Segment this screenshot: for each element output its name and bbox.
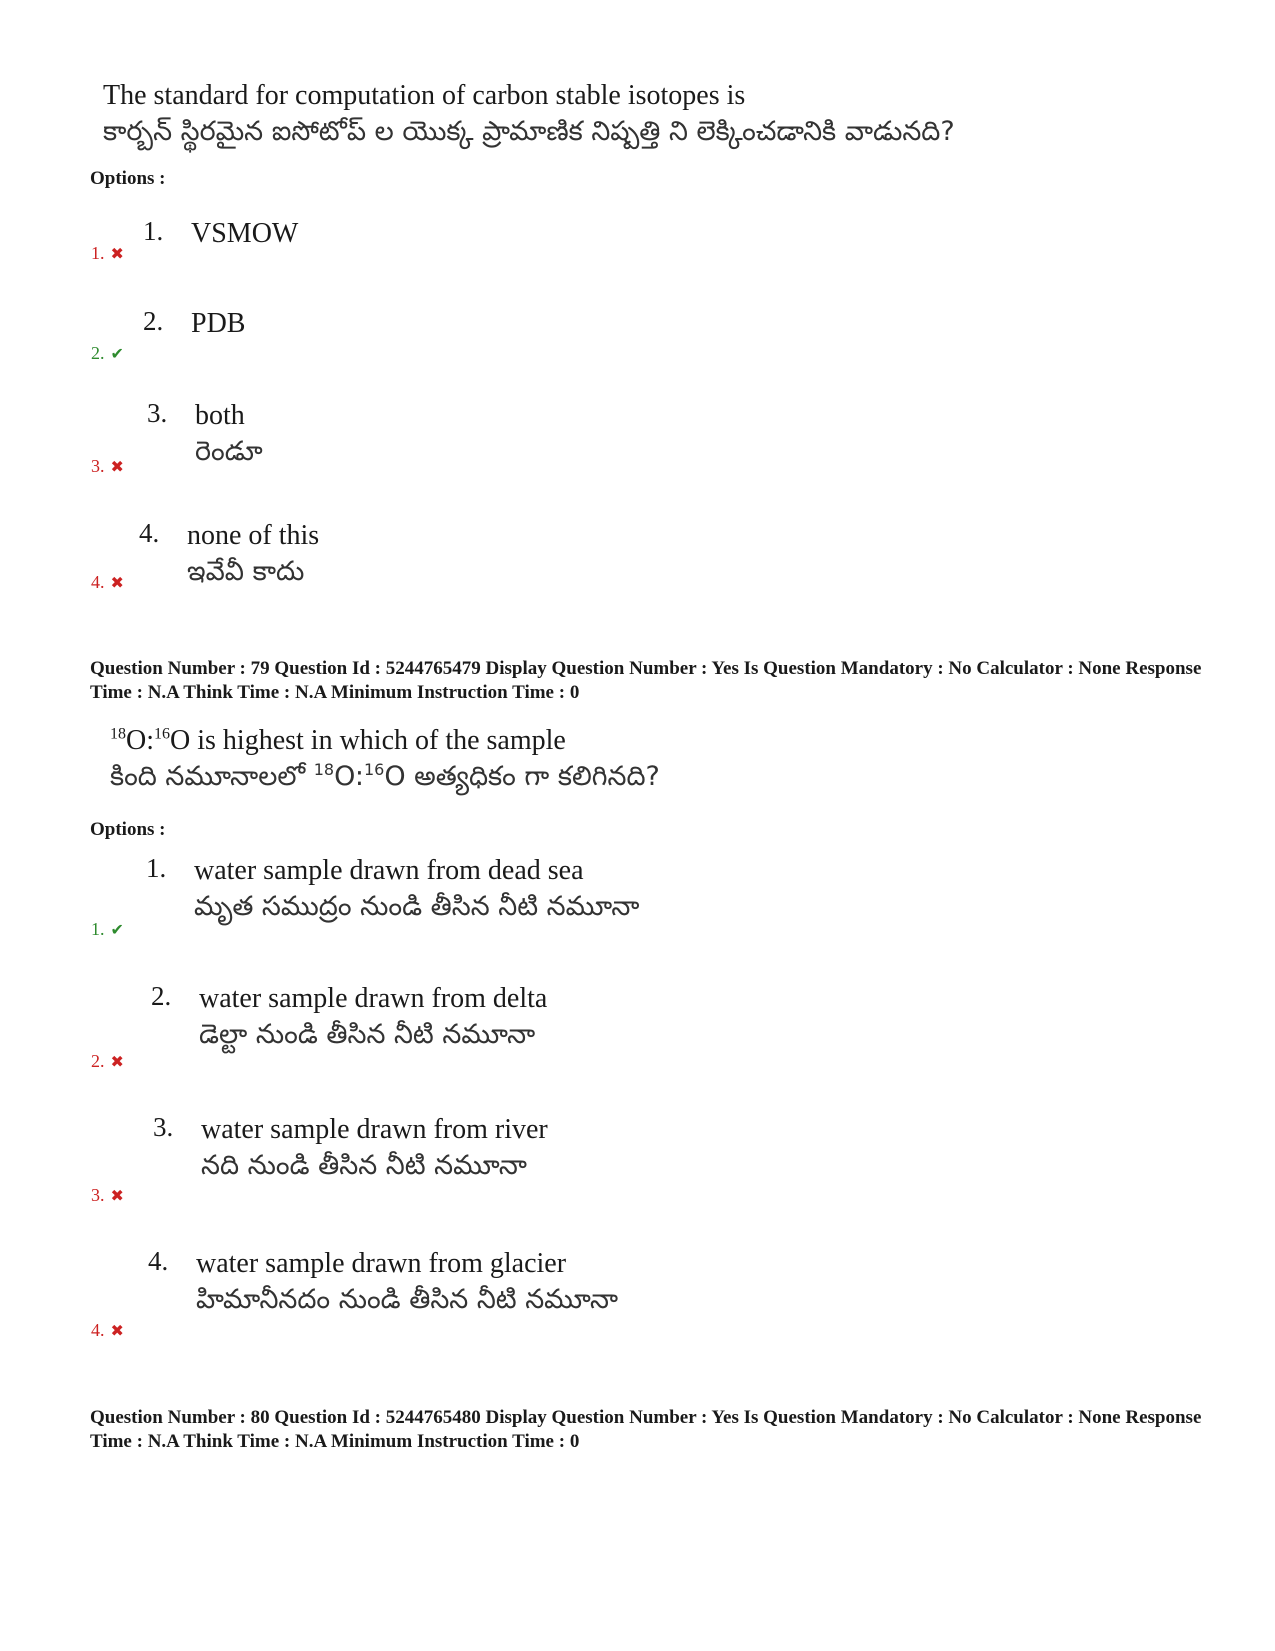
q78-question-text: [103, 78, 955, 150]
option-text-te: నది నుండి తీసిన నీటి నమూనా: [201, 1150, 527, 1181]
option-text-en: PDB: [191, 308, 246, 339]
option-number: 3.: [147, 398, 168, 428]
cross-icon: ✖: [110, 1054, 124, 1071]
option-number: 3.: [153, 1112, 174, 1142]
q78-option-3-marker: [91, 456, 124, 477]
option-text-te: మృత సముద్రం నుండి తీసిన నీటి నమూనా: [194, 891, 640, 922]
q79-option-1-marker: [91, 919, 124, 940]
q78-text-en: The standard for computation of carbon stable isotopes is: [103, 80, 746, 111]
q80-meta: Question Number : 80 Question Id : 5244765480 Display Question Number : Yes Is Question Mandatory : No Calculator : None Response Time : N.A Think Time : N.A Minimum Instruction Time : 0: [90, 1407, 1202, 1452]
q78-options-label: Options :: [90, 168, 166, 189]
option-text-en: water sample drawn from delta: [199, 983, 548, 1014]
option-text-en: water sample drawn from river: [201, 1114, 548, 1145]
marker-number: 4.: [91, 1320, 105, 1340]
cross-icon: ✖: [110, 459, 124, 476]
cross-icon: ✖: [110, 575, 124, 592]
cross-icon: ✖: [110, 1188, 124, 1205]
q79-options-label: Options :: [90, 819, 166, 840]
option-number: 4.: [148, 1246, 169, 1276]
option-text-te: డెల్టా నుండి తీసిన నీటి నమూనా: [199, 1019, 536, 1050]
marker-number: 4.: [91, 572, 105, 592]
q79-option-3-marker: [91, 1185, 124, 1206]
cross-icon: ✖: [110, 1323, 124, 1340]
q79-meta: Question Number : 79 Question Id : 5244765479 Display Question Number : Yes Is Question Mandatory : No Calculator : None Response Time : N.A Think Time : N.A Minimum Instruction Time : 0: [90, 658, 1202, 703]
cross-icon: ✖: [110, 246, 124, 263]
superscript: 16: [363, 760, 385, 779]
marker-number: 3.: [91, 456, 105, 476]
q78-text-te: కార్బన్ స్థిరమైన ఐసోటోప్ ల యొక్క ప్రామాణిక నిష్పత్తి ని లెక్కించడానికి వాడునది?: [103, 116, 955, 147]
option-text-en: none of this: [187, 520, 320, 551]
option-text-en: water sample drawn from dead sea: [194, 855, 584, 886]
superscript: 16: [154, 725, 170, 743]
superscript: 18: [110, 725, 126, 743]
check-icon: ✔: [110, 922, 124, 939]
marker-number: 2.: [91, 1051, 105, 1071]
option-text-en: both: [195, 400, 245, 431]
check-icon: ✔: [110, 346, 124, 363]
q79-option-4-marker: [91, 1320, 124, 1341]
option-number: 2.: [143, 306, 164, 336]
option-number: 2.: [151, 981, 172, 1011]
option-text-te: హిమానీనదం నుండి తీసిన నీటి నమూనా: [196, 1284, 618, 1315]
option-text-te: ఇవేవీ కాదు: [187, 556, 305, 587]
option-number: 1.: [146, 853, 167, 883]
option-text-en: VSMOW: [191, 218, 299, 249]
option-number: 1.: [143, 216, 164, 246]
option-text-en: water sample drawn from glacier: [196, 1248, 567, 1279]
q78-option-4-marker: [91, 572, 124, 593]
option-number: 4.: [139, 518, 160, 548]
marker-number: 2.: [91, 343, 105, 363]
option-text-te: రెండూ: [195, 436, 263, 467]
q79-text-te: కింది నమూనాలలో $^{18}$O:$^{16}$O అత్యధికం గా కలిగినది?: [110, 760, 660, 792]
q79-option-2-marker: [91, 1051, 124, 1072]
superscript: 18: [313, 760, 335, 779]
q78-option-1-marker: [91, 243, 124, 264]
marker-number: 1.: [91, 919, 105, 939]
q79-text-en: $^{18}$O:$^{16}$O is highest in which of the sample: [110, 725, 566, 756]
q78-option-2-marker: [91, 343, 124, 364]
marker-number: 3.: [91, 1185, 105, 1205]
q79-question-text: [110, 723, 660, 795]
marker-number: 1.: [91, 243, 105, 263]
